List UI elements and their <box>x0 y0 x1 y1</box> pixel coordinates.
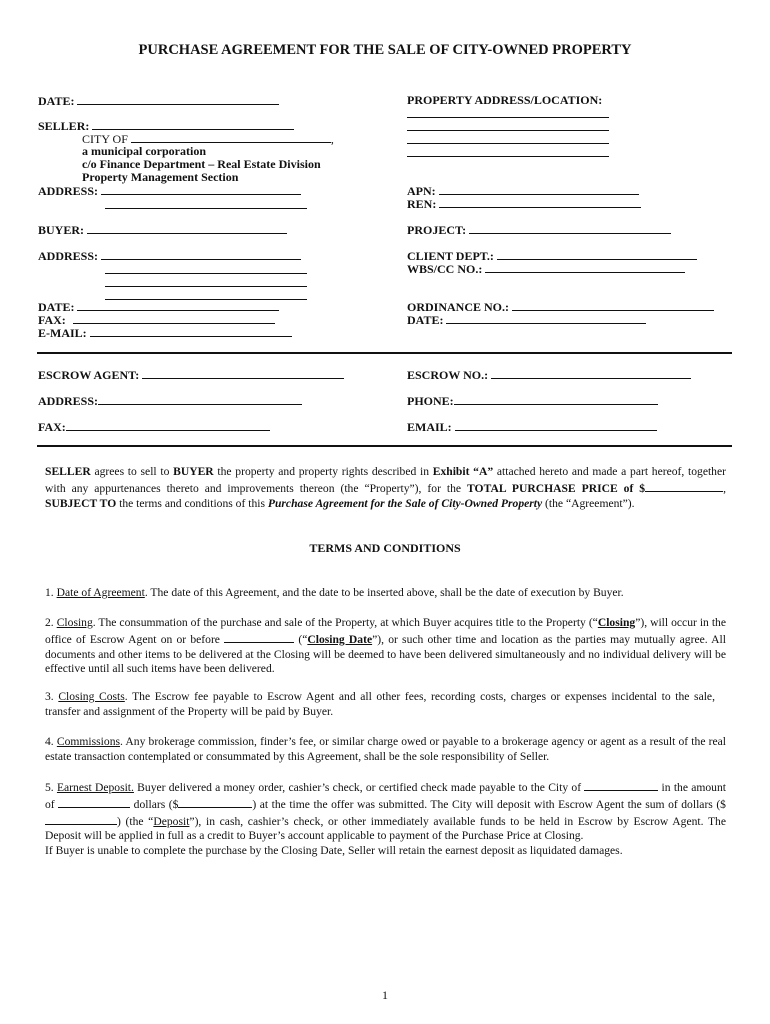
purchase-price-field[interactable] <box>645 480 723 492</box>
buyer-date-label: DATE: <box>38 300 75 314</box>
ordinance-label: ORDINANCE NO.: <box>407 300 509 314</box>
apn-label: APN: <box>407 184 436 198</box>
buyer-email-row <box>38 326 292 340</box>
escrow-fax-row <box>38 420 270 434</box>
escrow-phone-field[interactable] <box>454 394 658 405</box>
document-title: PURCHASE AGREEMENT FOR THE SALE OF CITY-OWNED PROPERTY <box>138 42 632 58</box>
seller-address-field[interactable] <box>101 184 301 195</box>
ordinance-field[interactable] <box>512 300 714 311</box>
buyer-address-line-3[interactable] <box>105 286 307 287</box>
intro-agreement-title: Purchase Agreement for the Sale of City-Owned Property <box>267 496 543 510</box>
property-address-line-2[interactable] <box>407 130 609 131</box>
ren-label: REN: <box>407 197 437 211</box>
intro-total-price: TOTAL PURCHASE PRICE of $ <box>467 481 646 495</box>
buyer-row <box>38 223 287 237</box>
section-3-heading: Closing Costs <box>58 690 125 703</box>
escrow-phone-row <box>407 394 658 408</box>
earnest-amount-words-field[interactable] <box>58 796 130 808</box>
buyer-address-line-2[interactable] <box>105 273 307 274</box>
date-row <box>38 94 279 108</box>
escrow-email-field[interactable] <box>455 420 657 431</box>
escrow-fax-label: FAX: <box>38 420 66 434</box>
project-row <box>407 223 671 237</box>
section-1-heading: Date of Agreement <box>56 586 145 599</box>
property-address-line-4[interactable] <box>407 156 609 157</box>
escrow-fax-field[interactable] <box>66 420 270 431</box>
section-5: 5. Earnest Deposit. Buyer delivered a money order, cashier’s check, or certified check made payable to the City of in the amount of dollars ($ ) at the time the offer was submitted. The City will deposit with Escrow Agent the sum of dollars ($) (the “Deposit”), in cash, cashier’s check, or other immediately available funds to be held in Escrow by Escrow Agent. The Deposit will be applied in full as a credit to Buyer’s account applicable to payment of the Purchase Price at Closing. If Buyer is unable to complete the purchase by the Closing Date, Seller will retain the earnest deposit as liquidated damages. <box>45 781 726 858</box>
section-2: 2. Closing. The consummation of the purchase and sale of the Property, at which Buyer acquires title to the Property (“Closing”), will occur in the office of Escrow Agent on or before (“Closing Date”), or such other time and location as the parties may mutually agree. All documents and other items to be delivered at the Closing will be deemed to have been delivered simultaneously and no individual delivery will be effective until all such items have been delivered. <box>45 616 727 676</box>
ordinance-row <box>407 300 714 314</box>
escrow-email-row <box>407 420 657 434</box>
intro-paragraph: SELLER agrees to sell to BUYER the property and property rights described in Exhibit “A” attached hereto and made a part hereof, together with any appurtenances thereto and improvements thereon (the “Property”), for the TOTAL PURCHASE PRICE of $ , SUBJECT TO the terms and conditions of this Purchase Agreement for the Sale of City-Owned Property (the “Agreement”). <box>45 465 726 510</box>
escrow-address-row <box>38 394 302 408</box>
client-dept-label: CLIENT DEPT.: <box>407 249 494 263</box>
seller-line-3: Property Management Section <box>82 170 239 184</box>
ordinance-date-field[interactable] <box>446 313 646 324</box>
buyer-email-field[interactable] <box>90 326 292 337</box>
escrow-no-field[interactable] <box>491 368 691 379</box>
escrow-address-field[interactable] <box>98 394 302 405</box>
client-dept-row <box>407 249 697 263</box>
buyer-label: BUYER: <box>38 223 85 237</box>
earnest-city-field[interactable] <box>584 779 658 791</box>
property-address-line-3[interactable] <box>407 143 609 144</box>
buyer-date-field[interactable] <box>77 300 279 311</box>
apn-field[interactable] <box>439 184 639 195</box>
deposit-amount-field[interactable] <box>45 813 117 825</box>
section-divider-bottom <box>37 445 732 447</box>
section-4: 4. Commissions. Any brokerage commission, finder’s fee, or similar charge owed or payable to a brokerage agency or agent as a result of the real estate transaction contemplated or consummated by this Agreement, shall be the sole responsibility of Seller. <box>45 735 726 763</box>
date-label: DATE: <box>38 94 75 108</box>
date-field[interactable] <box>77 94 279 105</box>
buyer-fax-field[interactable] <box>73 313 275 324</box>
earnest-amount-field[interactable] <box>178 796 252 808</box>
ren-row <box>407 197 641 211</box>
section-divider-top <box>37 352 732 354</box>
wbs-field[interactable] <box>485 262 685 273</box>
closing-date-field[interactable] <box>224 631 294 643</box>
escrow-address-label: ADDRESS: <box>38 394 99 408</box>
seller-address-row <box>38 184 301 198</box>
seller-label: SELLER: <box>38 119 90 133</box>
property-address-line-1[interactable] <box>407 117 609 118</box>
section-5-liquidated-damages: If Buyer is unable to complete the purchase by the Closing Date, Seller will retain the earnest deposit as liquidated damages. <box>45 844 623 858</box>
seller-line-1: a municipal corporation <box>82 144 207 158</box>
escrow-agent-label: ESCROW AGENT: <box>38 368 140 382</box>
escrow-email-label: EMAIL: <box>407 420 452 434</box>
seller-line-2: c/o Finance Department – Real Estate Division <box>82 157 321 171</box>
intro-exhibit: Exhibit “A” <box>432 465 494 478</box>
escrow-no-row <box>407 368 691 382</box>
section-2-heading: Closing <box>56 616 93 629</box>
escrow-agent-row <box>38 368 344 382</box>
city-of-row: CITY OF , <box>82 132 334 146</box>
seller-address-label: ADDRESS: <box>38 184 99 198</box>
buyer-address-label: ADDRESS: <box>38 249 99 263</box>
intro-subject-to: SUBJECT TO <box>45 496 117 510</box>
terms-heading: TERMS AND CONDITIONS <box>309 541 461 555</box>
buyer-fax-label: FAX: <box>38 313 66 327</box>
project-label: PROJECT: <box>407 223 467 237</box>
buyer-address-row <box>38 249 301 263</box>
seller-field[interactable] <box>92 119 294 130</box>
buyer-fax-row <box>38 313 275 327</box>
escrow-phone-label: PHONE: <box>407 394 454 408</box>
section-4-heading: Commissions <box>56 735 120 748</box>
city-of-field[interactable] <box>131 132 331 143</box>
apn-row <box>407 184 639 198</box>
seller-row <box>38 119 294 133</box>
buyer-email-label: E-MAIL: <box>38 326 87 340</box>
seller-address-line-2[interactable] <box>105 208 307 209</box>
buyer-field[interactable] <box>87 223 287 234</box>
intro-buyer: BUYER <box>173 465 214 478</box>
property-address-label: PROPERTY ADDRESS/LOCATION: <box>407 93 603 107</box>
intro-seller: SELLER <box>45 465 91 478</box>
wbs-label: WBS/CC NO.: <box>407 262 483 276</box>
city-of-label: CITY OF <box>82 132 128 146</box>
escrow-agent-field[interactable] <box>142 368 344 379</box>
escrow-no-label: ESCROW NO.: <box>407 368 489 382</box>
buyer-date-row <box>38 300 279 314</box>
client-dept-field[interactable] <box>497 249 697 260</box>
wbs-row <box>407 262 685 276</box>
page-number: 1 <box>382 988 388 1002</box>
project-field[interactable] <box>469 223 671 234</box>
ordinance-date-row <box>407 313 646 327</box>
ren-field[interactable] <box>439 197 641 208</box>
section-3: 3. Closing Costs. The Escrow fee payable to Escrow Agent and all other fees, recording costs, charges or expenses incidental to the sale, transfer and assignment of the Property will be paid by Buyer. <box>45 690 715 718</box>
section-1: 1. Date of Agreement. The date of this Agreement, and the date to be inserted above, shall be the date of execution by Buyer. <box>45 586 624 599</box>
ordinance-date-label: DATE: <box>407 313 444 327</box>
section-5-heading: Earnest Deposit. <box>56 781 134 794</box>
buyer-address-field[interactable] <box>101 249 301 260</box>
